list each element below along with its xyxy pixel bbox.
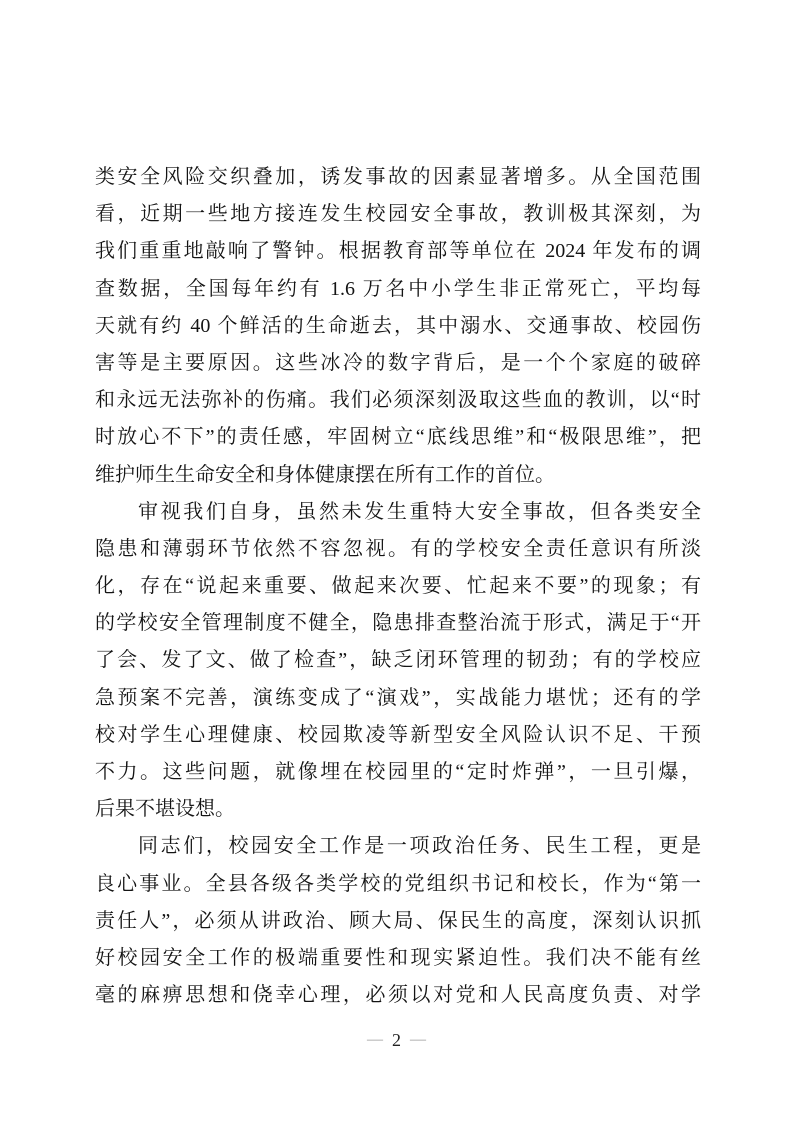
text-line: 我们重重地敲响了警钟。根据教育部等单位在 2024 年发布的调 (95, 240, 701, 263)
text-line: 责任人”，必须从讲政治、顾大局、保民生的高度，深刻认识抓 (95, 909, 701, 932)
text-line: 查数据，全国每年约有 1.6 万名中小学生非正常死亡，平均每 (95, 277, 701, 300)
paragraph-2 (95, 494, 701, 829)
text-line: 天就有约 40 个鲜活的生命逝去，其中溺水、交通事故、校园伤 (95, 314, 701, 337)
text-line: 和永远无法弥补的伤痛。我们必须深刻汲取这些血的教训，以“时 (95, 389, 701, 412)
text-line: 隐患和薄弱环节依然不容忽视。有的学校安全责任意识有所淡 (95, 537, 701, 560)
page-number: 2 (392, 1030, 401, 1050)
text-line: 良心事业。全县各级各类学校的党组织书记和校长，作为“第一 (95, 872, 701, 895)
document-body (95, 159, 701, 1014)
text-line: 时放心不下”的责任感，牢固树立“底线思维”和“极限思维”，把 (95, 426, 701, 449)
text-line: 好校园安全工作的极端重要性和现实紧迫性。我们决不能有丝 (95, 946, 701, 969)
text-line: 的学校安全管理制度不健全，隐患排查整治流于形式，满足于“开 (95, 612, 701, 635)
text-line: 类安全风险交织叠加，诱发事故的因素显著增多。从全国范围 (95, 166, 701, 188)
footer-dash-left: — (367, 1031, 383, 1048)
text-line: 不力。这些问题，就像埋在校园里的“定时炸弹”，一旦引爆， (95, 761, 701, 783)
text-line: 急预案不完善，演练变成了“演戏”，实战能力堪忧；还有的学 (95, 686, 701, 709)
text-line: 同志们，校园安全工作是一项政治任务、民生工程，更是 (138, 835, 701, 858)
text-line: 了会、发了文、做了检查”，缺乏闭环管理的韧劲；有的学校应 (95, 649, 701, 672)
text-line: 后果不堪设想。 (95, 798, 235, 821)
paragraph-3 (95, 828, 701, 1014)
text-line: 维护师生生命安全和身体健康摆在所有工作的首位。 (95, 463, 555, 486)
text-line: 化，存在“说起来重要、做起来次要、忙起来不要”的现象；有 (95, 575, 701, 598)
text-line: 害等是主要原因。这些冰冷的数字背后，是一个个家庭的破碎 (95, 351, 701, 374)
page-footer (0, 1030, 793, 1056)
paragraph-1 (95, 159, 701, 494)
footer-dash-right: — (410, 1031, 426, 1048)
text-line: 看，近期一些地方接连发生校园安全事故，教训极其深刻，为 (95, 203, 701, 226)
text-line: 毫的麻痹思想和侥幸心理，必须以对党和人民高度负责、对学 (95, 984, 701, 1007)
text-line: 审视我们自身，虽然未发生重特大安全事故，但各类安全 (138, 500, 701, 523)
text-line: 校对学生心理健康、校园欺凌等新型安全风险认识不足、干预 (95, 723, 701, 746)
